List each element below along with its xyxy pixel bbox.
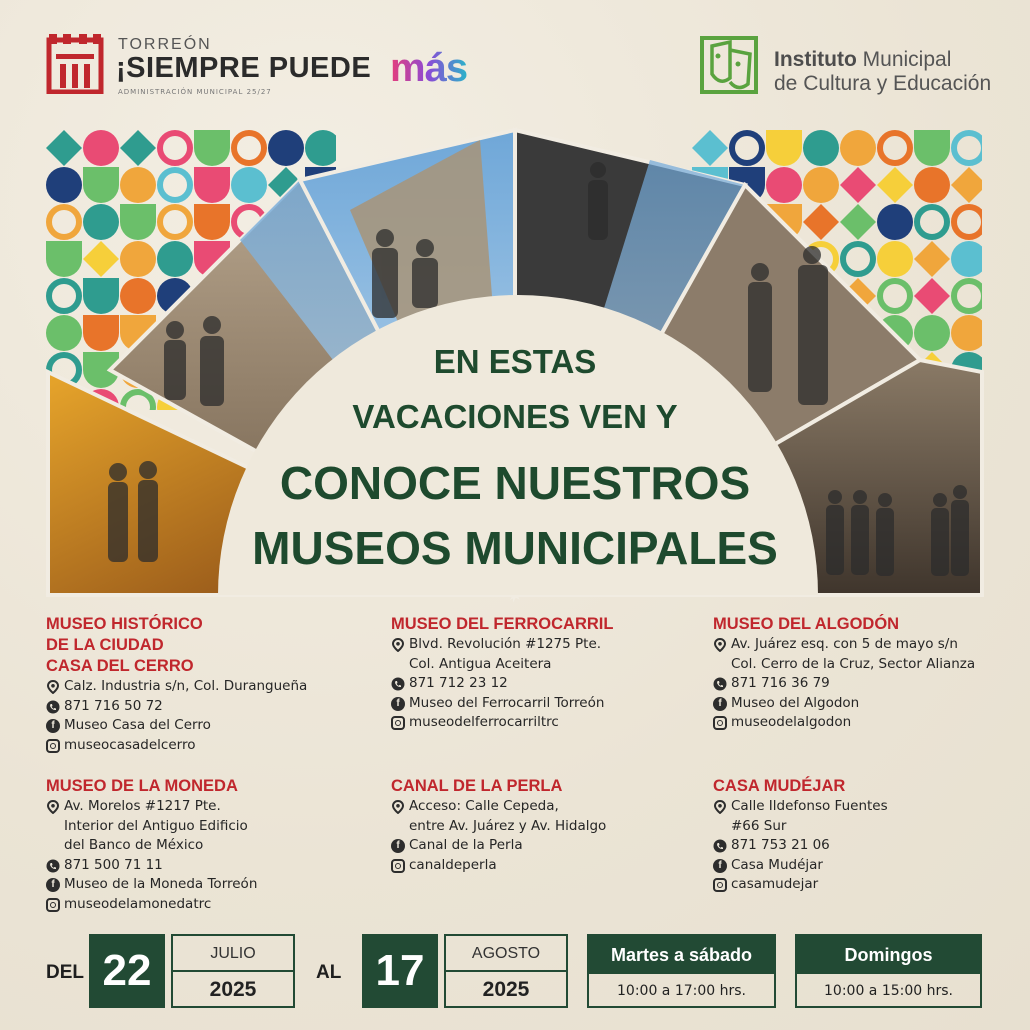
schedule-hours: 10:00 a 17:00 hrs. [617, 983, 746, 999]
imce-line2: de Cultura y Educación [774, 72, 992, 95]
museum-name: MUSEO DEL ALGODÓN [713, 615, 900, 633]
museum-facebook: Museo del Algodon [731, 694, 860, 711]
museum-name: CASA MUDÉJAR [713, 777, 846, 795]
schedule-days: Domingos [797, 936, 980, 974]
museum-facebook: Museo Casa del Cerro [64, 717, 211, 733]
museum-instagram: museodelferrocarriltrc [409, 714, 559, 730]
phone-icon [713, 839, 727, 853]
museum-address: Calle Ildefonso Fuentes #66 Sur [731, 798, 888, 834]
instagram-icon [391, 716, 405, 730]
museum-instagram: museodelamonedatrc [64, 895, 212, 912]
imce-line1: Instituto Municipal [774, 48, 952, 71]
museum-moneda [46, 776, 376, 914]
instagram-icon [46, 739, 60, 753]
museum-name: MUSEO DEL FERROCARRIL [391, 615, 614, 633]
headline-line3: CONOCE NUESTROS [279, 457, 751, 509]
instagram-icon [46, 898, 60, 912]
museum-phone: 871 753 21 06 [731, 837, 830, 853]
schedule-sundays [795, 934, 982, 1008]
museum-address: Blvd. Revolución #1275 Pte. Col. Antigua Aceitera [409, 636, 602, 672]
headline-line4: MUSEOS MUNICIPALES [252, 522, 778, 574]
phone-icon [46, 700, 60, 714]
museum-address: Acceso: Calle Cepeda, entre Av. Juárez y Av. Hidalgo [409, 798, 607, 834]
museum-name: CANAL DE LA PERLA [391, 777, 563, 795]
museum-phone: 871 716 50 72 [64, 697, 163, 714]
instagram-icon [391, 859, 405, 873]
museum-facebook: Canal de la Perla [409, 837, 523, 853]
start-day: 22 [89, 934, 165, 1008]
headline-line2: VACACIONES VEN Y [352, 398, 678, 435]
schedule-hours: 10:00 a 15:00 hrs. [824, 983, 953, 999]
museum-address: Av. Morelos #1217 Pte. Interior del Antiguo Edificio del Banco de México [64, 798, 248, 853]
museum-facebook: Casa Mudéjar [731, 856, 823, 873]
location-pin-icon [713, 638, 727, 652]
facebook-icon: f [46, 719, 60, 733]
end-month: AGOSTO [446, 936, 566, 972]
museum-ferrocarril [391, 614, 701, 733]
museum-instagram: canaldeperla [409, 856, 497, 873]
logo-slogan-accent: más [390, 46, 468, 90]
museum-canal-perla [391, 776, 701, 875]
location-pin-icon [46, 800, 60, 814]
museum-facebook: Museo del Ferrocarril Torreón [409, 694, 605, 711]
logo-admin: ADMINISTRACIÓN MUNICIPAL 25/27 [118, 88, 272, 96]
end-day: 17 [362, 934, 438, 1008]
start-month-year [171, 934, 295, 1008]
museum-instagram: museocasadelcerro [64, 736, 196, 753]
location-pin-icon [391, 800, 405, 814]
museum-name: MUSEO DE LA MONEDA [46, 777, 238, 795]
museum-facebook: Museo de la Moneda Torreón [64, 876, 258, 892]
museum-phone: 871 712 23 12 [409, 675, 508, 691]
museum-address: Av. Juárez esq. con 5 de mayo s/n Col. Cerro de la Cruz, Sector Alianza [731, 636, 976, 672]
schedule-weekdays [587, 934, 776, 1008]
end-year: 2025 [482, 978, 530, 1001]
schedule-days: Martes a sábado [589, 936, 774, 974]
location-pin-icon [46, 680, 60, 694]
instagram-icon [713, 716, 727, 730]
museum-phone: 871 716 36 79 [731, 675, 830, 691]
logo-city: TORREÓN [118, 36, 212, 53]
instagram-icon [713, 878, 727, 892]
museum-address: Calz. Industria s/n, Col. Durangueña [64, 678, 308, 694]
start-month: JULIO [173, 936, 293, 972]
museum-casa-mudejar [713, 776, 1013, 895]
end-month-year [444, 934, 568, 1008]
facebook-icon: f [391, 697, 405, 711]
headline-line1: EN ESTAS [433, 343, 597, 380]
facebook-icon: f [46, 878, 60, 892]
museum-instagram: museodelalgodon [731, 714, 852, 730]
location-pin-icon [713, 800, 727, 814]
start-year: 2025 [209, 978, 257, 1001]
museum-name: MUSEO HISTÓRICO DE LA CIUDAD CASA DEL CERRO [46, 615, 203, 675]
museum-phone: 871 500 71 11 [64, 856, 163, 873]
facebook-icon: f [713, 859, 727, 873]
logo-slogan: ¡SIEMPRE PUEDE [116, 52, 372, 84]
museum-instagram: casamudejar [731, 876, 819, 892]
location-pin-icon [391, 638, 405, 652]
museum-casa-del-cerro [46, 614, 376, 755]
facebook-icon: f [391, 839, 405, 853]
museum-algodon [713, 614, 1013, 733]
date-del-label: DEL [46, 962, 84, 983]
phone-icon [391, 677, 405, 691]
phone-icon [713, 677, 727, 691]
date-al-label: AL [316, 962, 342, 983]
phone-icon [46, 859, 60, 873]
facebook-icon: f [713, 697, 727, 711]
